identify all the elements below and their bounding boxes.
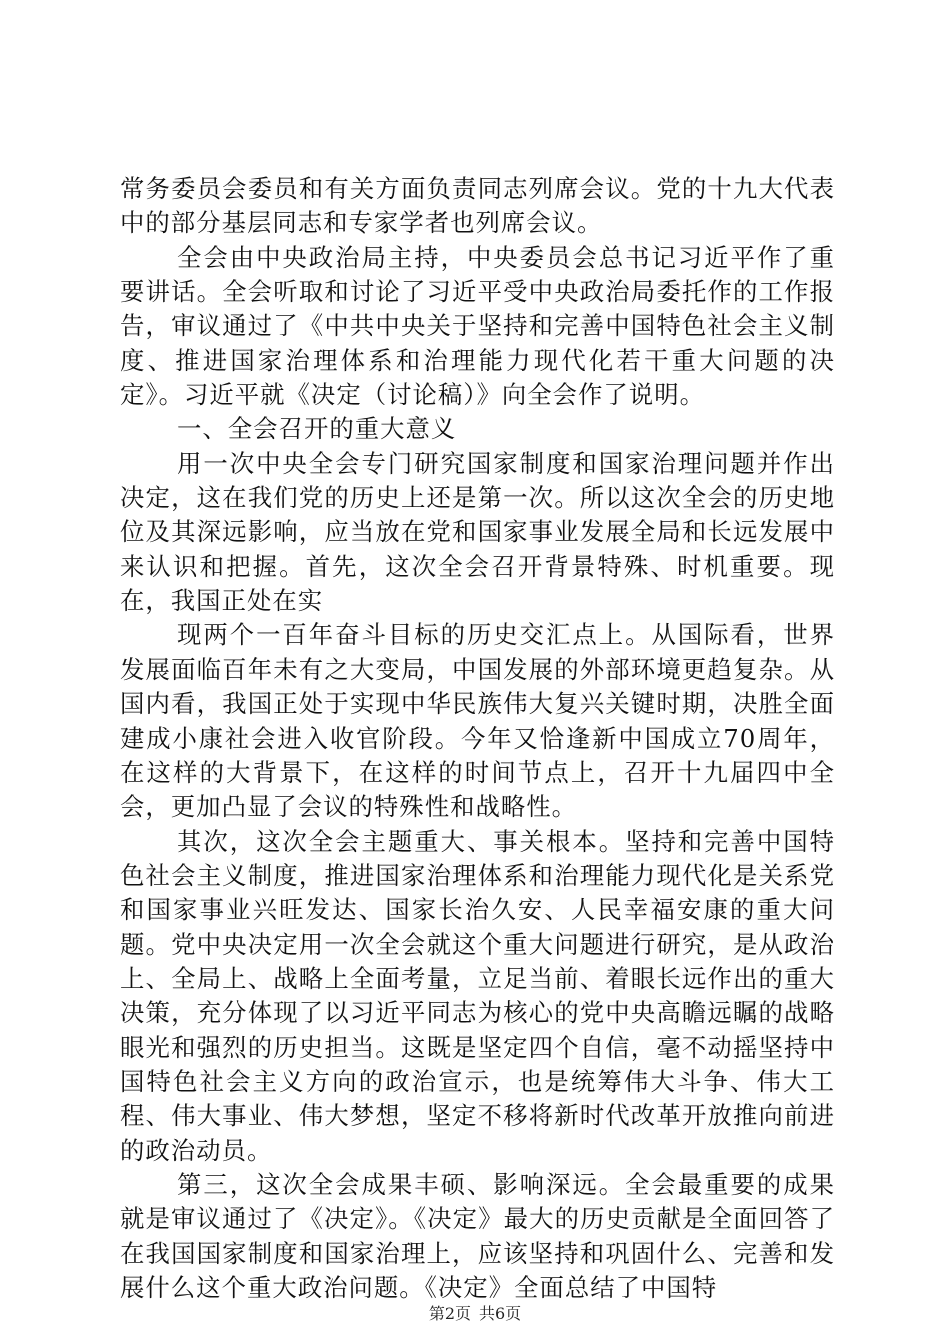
page-footer (0, 1304, 950, 1324)
paragraph-first-time: 用一次中央全会专门研究国家制度和国家治理问题并作出决定，这在我们党的历史上还是第一次。所以这次全会的历史地位及其深远影响，应当放在党和国家事业发展全局和长远发展中来认识和把握。首先，这次全会召开背景特殊、时机重要。现在，我国正处在实 (120, 448, 835, 616)
paragraph-plenary-report: 全会由中央政治局主持，中央委员会总书记习近平作了重要讲话。全会听取和讨论了习近平受中央政治局委托作的工作报告，审议通过了《中共中央关于坚持和完善中国特色社会主义制度、推进国家治理体系和治理能力现代化若干重大问题的决定》。习近平就《决定（讨论稿）》向全会作了说明。 (120, 242, 835, 410)
document-body (120, 172, 835, 1305)
paragraph-background: 现两个一百年奋斗目标的历史交汇点上。从国际看，世界发展面临百年未有之大变局，中国发展的外部环境更趋复杂。从国内看，我国正处于实现中华民族伟大复兴关键时期，决胜全面建成小康社会进入收官阶段。今年又恰逢新中国成立70周年，在这样的大背景下，在这样的时间节点上，召开十九届四中全会，更加凸显了会议的特殊性和战略性。 (120, 620, 835, 822)
paragraph-second-theme: 其次，这次全会主题重大、事关根本。坚持和完善中国特色社会主义制度，推进国家治理体系和治理能力现代化是关系党和国家事业兴旺发达、国家长治久安、人民幸福安康的重大问题。党中央决定用一次全会就这个重大问题进行研究，是从政治上、全局上、战略上全面考量，立足当前、着眼长远作出的重大决策，充分体现了以习近平同志为核心的党中央高瞻远瞩的战略眼光和强烈的历史担当。这既是坚定四个自信，毫不动摇坚持中国特色社会主义方向的政治宣示，也是统筹伟大斗争、伟大工程、伟大事业、伟大梦想，坚定不移将新时代改革开放推向前进的政治动员。 (120, 826, 835, 1165)
paragraph-attendees: 常务委员会委员和有关方面负责同志列席会议。党的十九大代表中的部分基层同志和专家学者也列席会议。 (120, 174, 835, 238)
paragraph-third-results: 第三，这次全会成果丰硕、影响深远。全会最重要的成果就是审议通过了《决定》。《决定》最大的历史贡献是全面回答了在我国国家制度和国家治理上，应该坚持和巩固什么、完善和发展什么这个重大政治问题。《决定》全面总结了中国特 (120, 1169, 835, 1302)
page-number: 第2页 (428, 1304, 471, 1323)
page-total: 共6页 (479, 1304, 522, 1323)
section-heading-significance: 一、全会召开的重大意义 (177, 414, 457, 444)
